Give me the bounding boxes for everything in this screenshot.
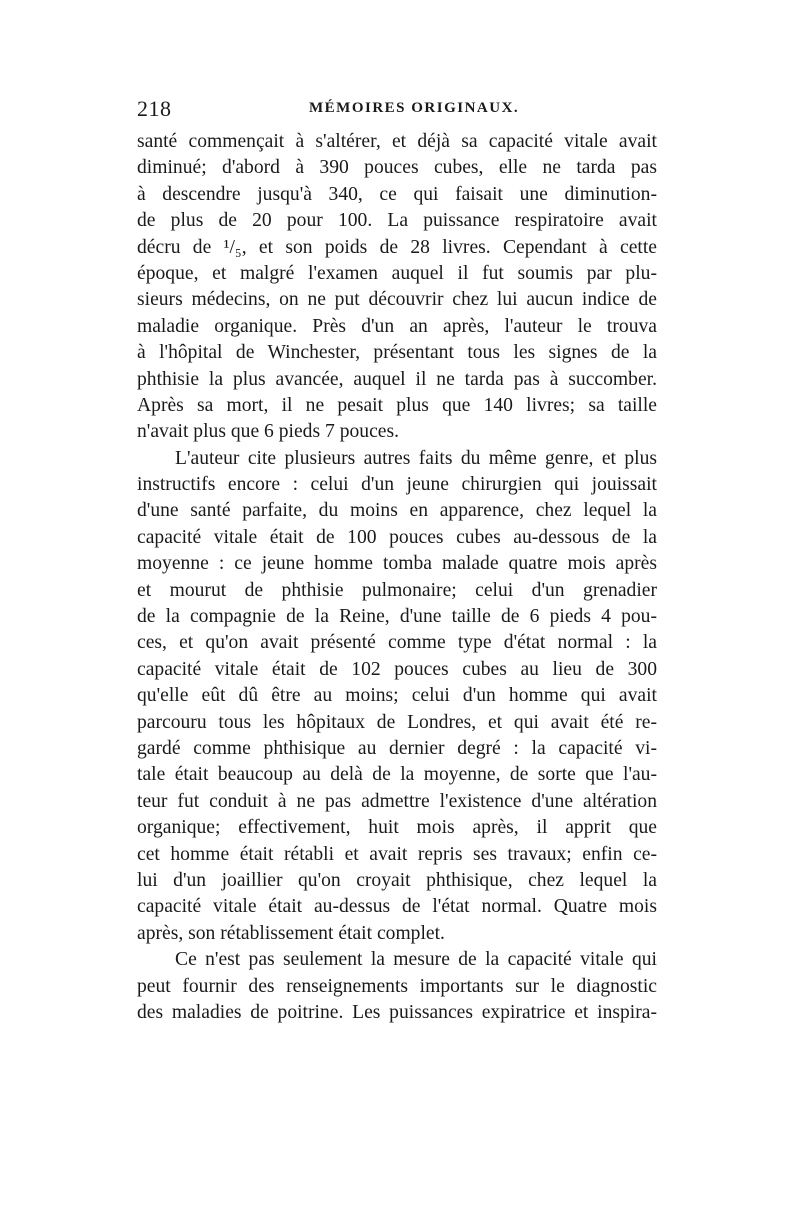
- text-line: tale était beaucoup au delà de la moyenne, de sorte que l'au-: [137, 764, 657, 786]
- text-line: peut fournir des renseignements importants sur le diagnostic: [137, 975, 657, 997]
- text-line: maladie organique. Près d'un an après, l'auteur le trouva: [137, 315, 657, 337]
- text-line: de la compagnie de la Reine, d'une taille de 6 pieds 4 pou-: [137, 606, 657, 628]
- text-line: capacité vitale était au-dessus de l'état normal. Quatre mois: [137, 896, 657, 918]
- text-line: phthisie la plus avancée, auquel il ne tarda pas à succomber.: [137, 368, 657, 390]
- text-line: gardé comme phthisique au dernier degré : la capacité vi-: [137, 737, 657, 759]
- text-line: qu'elle eût dû être au moins; celui d'un homme qui avait: [137, 685, 657, 707]
- text-line: capacité vitale était de 102 pouces cubes au lieu de 300: [137, 658, 657, 680]
- body-text: [137, 129, 657, 1026]
- text-line: moyenne : ce jeune homme tomba malade quatre mois après: [137, 553, 657, 575]
- text-line: sieurs médecins, on ne put découvrir chez lui aucun indice de: [137, 289, 657, 311]
- text-line: des maladies de poitrine. Les puissances expiratrice et inspira-: [137, 1001, 657, 1023]
- text-line: à descendre jusqu'à 340, ce qui faisait une diminution-: [137, 183, 657, 205]
- text-line: L'auteur cite plusieurs autres faits du même genre, et plus: [175, 447, 657, 469]
- text-line: capacité vitale était de 100 pouces cubes au-dessous de la: [137, 526, 657, 548]
- text-line: lui d'un joaillier qu'on croyait phthisique, chez lequel la: [137, 869, 657, 891]
- text-line: d'une santé parfaite, du moins en apparence, chez lequel la: [137, 500, 657, 522]
- text-line: Ce n'est pas seulement la mesure de la capacité vitale qui: [175, 949, 657, 971]
- text-line: cet homme était rétabli et avait repris ses travaux; enfin ce-: [137, 843, 657, 865]
- text-line: après, son rétablissement était complet.: [137, 922, 445, 944]
- text-line: à l'hôpital de Winchester, présentant tous les signes de la: [137, 342, 657, 364]
- text-line: décru de ¹/₅, et son poids de 28 livres. Cependant à cette: [137, 236, 657, 258]
- text-line: instructifs encore : celui d'un jeune chirurgien qui jouissait: [137, 474, 657, 496]
- text-line: ces, et qu'on avait présenté comme type d'état normal : la: [137, 632, 657, 654]
- text-line: de plus de 20 pour 100. La puissance respiratoire avait: [137, 210, 657, 232]
- page-header: [137, 96, 657, 126]
- text-line: diminué; d'abord à 390 pouces cubes, elle ne tarda pas: [137, 157, 657, 179]
- running-head: MÉMOIRES ORIGINAUX.: [309, 100, 520, 116]
- text-line: organique; effectivement, huit mois après, il apprit que: [137, 817, 657, 839]
- text-line: et mourut de phthisie pulmonaire; celui d'un grenadier: [137, 579, 657, 601]
- text-line: santé commençait à s'altérer, et déjà sa capacité vitale avait: [137, 131, 657, 152]
- text-line: n'avait plus que 6 pieds 7 pouces.: [137, 421, 400, 443]
- text-line: Après sa mort, il ne pesait plus que 140 livres; sa taille: [137, 394, 657, 416]
- text-line: époque, et malgré l'examen auquel il fut soumis par plu-: [137, 262, 657, 284]
- page-number: 218: [137, 96, 172, 121]
- text-line: parcouru tous les hôpitaux de Londres, et qui avait été re-: [137, 711, 657, 733]
- text-line: teur fut conduit à ne pas admettre l'existence d'une altération: [137, 790, 657, 812]
